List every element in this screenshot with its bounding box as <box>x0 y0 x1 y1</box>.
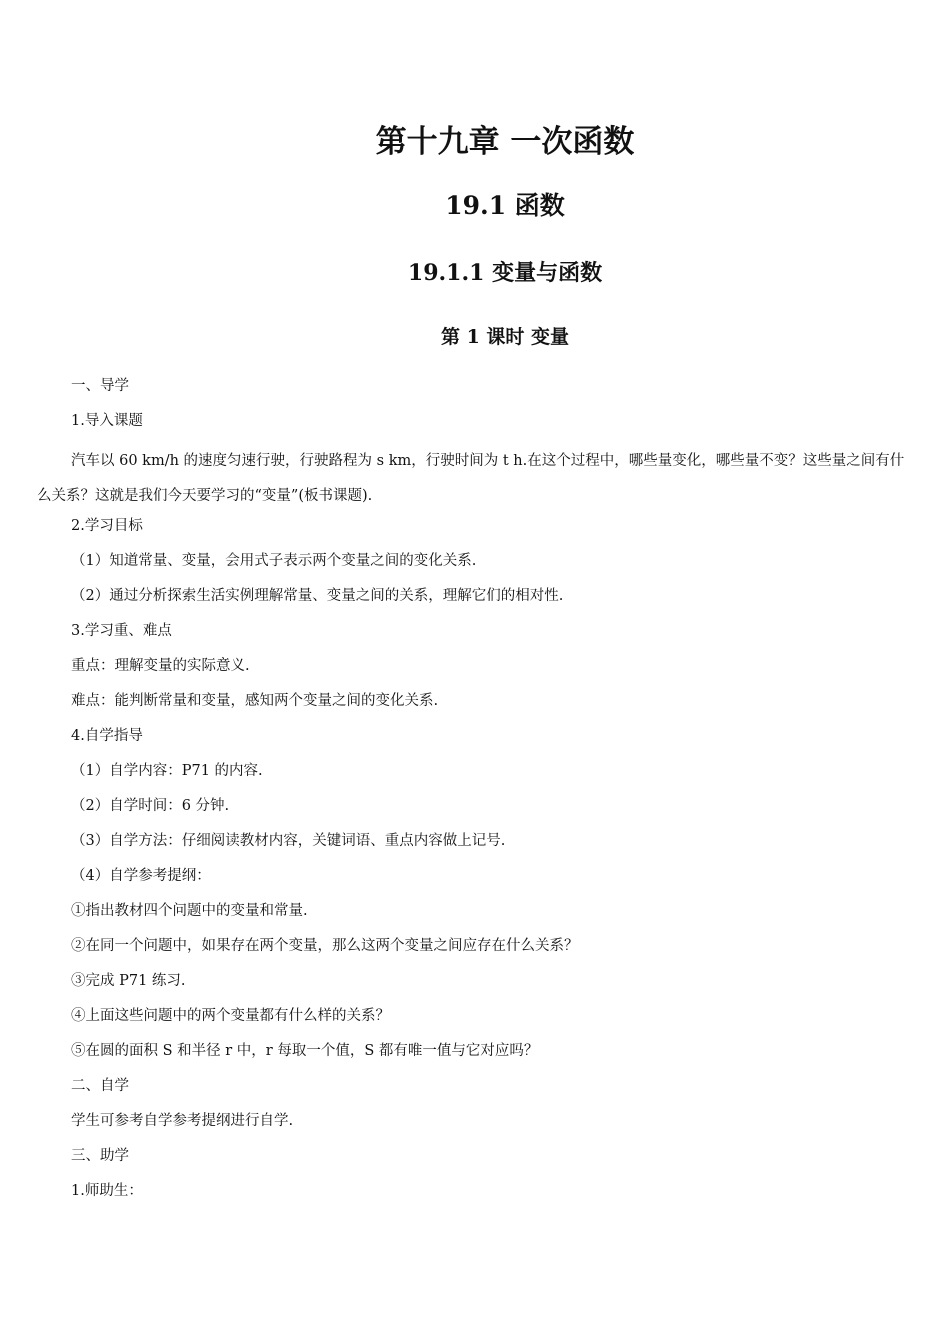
subheading-key-points: 3.学习重、难点 <box>71 623 172 639</box>
outline-question: ②在同一个问题中，如果存在两个变量，那么这两个变量之间应存在什么关系？ <box>71 938 579 954</box>
goal-item: （2）通过分析探索生活实例理解常量、变量之间的关系，理解它们的相对性. <box>71 588 564 604</box>
subheading-self-study-guide: 4.自学指导 <box>71 728 143 744</box>
subheading-teacher-assist: 1.师助生： <box>71 1183 143 1199</box>
lesson-title: 第 1 课时 变量 <box>440 326 570 348</box>
guide-item: （2）自学时间：6 分钟. <box>71 798 230 814</box>
outline-question: ①指出教材四个问题中的变量和常量. <box>71 903 308 919</box>
subheading-goals: 2.学习目标 <box>71 518 143 534</box>
heading-guide: 一、导学 <box>71 378 129 394</box>
chapter-title: 第十九章 一次函数 <box>375 124 635 160</box>
key-point: 重点：理解变量的实际意义. <box>71 658 250 674</box>
outline-question: ③完成 P71 练习. <box>71 973 186 989</box>
goal-item: （1）知道常量、变量，会用式子表示两个变量之间的变化关系. <box>71 553 477 569</box>
guide-item: （1）自学内容：P71 的内容. <box>71 763 263 779</box>
heading-self-study: 二、自学 <box>71 1078 129 1094</box>
outline-question: ⑤在圆的面积 S 和半径 r 中，r 每取一个值，S 都有唯一值与它对应吗？ <box>71 1043 539 1059</box>
guide-item: （3）自学方法：仔细阅读教材内容，关键词语、重点内容做上记号. <box>71 833 506 849</box>
subsection-title: 19.1.1 变量与函数 <box>407 260 603 286</box>
document-body <box>0 374 950 1214</box>
guide-item: （4）自学参考提纲： <box>71 868 211 884</box>
self-study-text: 学生可参考自学参考提纲进行自学. <box>71 1113 294 1129</box>
subheading-intro: 1.导入课题 <box>71 413 143 429</box>
difficulty-point: 难点：能判断常量和变量，感知两个变量之间的变化关系. <box>71 693 439 709</box>
outline-question: ④上面这些问题中的两个变量都有什么样的关系？ <box>71 1008 390 1024</box>
heading-assist: 三、助学 <box>71 1148 129 1164</box>
section-title: 19.1 函数 <box>445 191 565 220</box>
intro-paragraph: 汽车以 60 km/h 的速度匀速行驶，行驶路程为 s km，行驶时间为 t h.在这个过程中，哪些量变化，哪些量不变？这些量之间有什么关系？这就是我们今天要学习的“变量”(板书课题). <box>37 453 905 504</box>
